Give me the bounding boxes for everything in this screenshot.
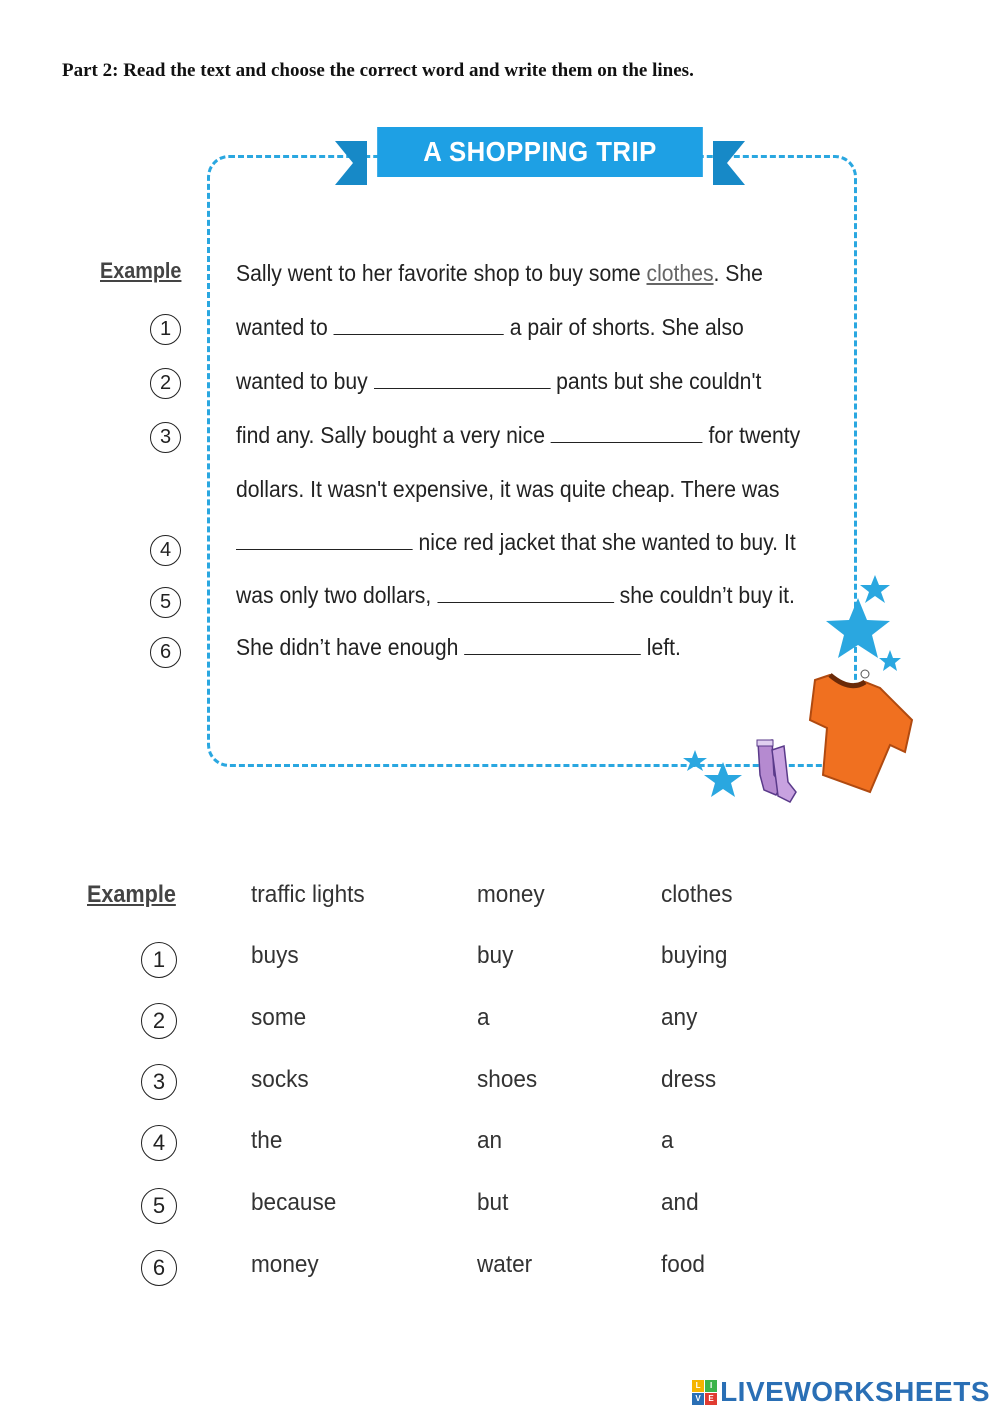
passage-line-4 xyxy=(236,529,796,556)
answer-blank-1[interactable] xyxy=(334,316,504,335)
star-icon xyxy=(826,598,890,658)
shirt-icon xyxy=(810,670,912,792)
text: nice red jacket that she wanted to buy. It xyxy=(412,529,796,555)
option-6-a: money xyxy=(251,1251,319,1278)
text: she couldn’t buy it. xyxy=(613,582,795,608)
answer-blank-3[interactable] xyxy=(551,424,703,443)
option-6-b: water xyxy=(477,1251,533,1278)
passage-number-6: 6 xyxy=(150,637,181,668)
example-answer: clothes xyxy=(646,260,714,286)
answer-blank-4[interactable] xyxy=(236,531,413,550)
option-number-4: 4 xyxy=(141,1125,177,1161)
passage-number-2: 2 xyxy=(150,368,181,399)
banner-ribbon-right xyxy=(713,141,745,185)
option-2-b: a xyxy=(477,1004,490,1031)
option-number-3: 3 xyxy=(141,1064,177,1100)
option-number-6: 6 xyxy=(141,1250,177,1286)
option-3-b: shoes xyxy=(477,1066,538,1093)
banner-title: A SHOPPING TRIP xyxy=(377,127,703,177)
option-5-c: and xyxy=(661,1189,699,1216)
clothes-decoration xyxy=(680,570,930,810)
option-1-c: buying xyxy=(661,942,728,969)
logo-letter: E xyxy=(705,1393,717,1405)
option-2-c: any xyxy=(661,1004,698,1031)
option-4-b: an xyxy=(477,1127,503,1154)
option-number-1: 1 xyxy=(141,942,177,978)
star-icon xyxy=(879,650,901,671)
passage-number-5: 5 xyxy=(150,587,181,618)
title-banner xyxy=(335,127,745,185)
brand-name: LIVEWORKSHEETS xyxy=(720,1376,990,1407)
text: left. xyxy=(640,634,681,660)
text: a pair of shorts. She also xyxy=(503,314,744,340)
answer-blank-5[interactable] xyxy=(437,584,614,603)
instruction-text: Part 2: Read the text and choose the correct word and write them on the lines. xyxy=(62,60,694,81)
option-3-c: dress xyxy=(661,1066,717,1093)
text: for twenty xyxy=(702,422,801,448)
option-number-2: 2 xyxy=(141,1003,177,1039)
passage-number-3: 3 xyxy=(150,422,181,453)
option-6-c: food xyxy=(661,1251,705,1278)
passage-example-label: Example xyxy=(100,258,182,283)
option-5-a: because xyxy=(251,1189,337,1216)
option-example-a: traffic lights xyxy=(251,881,365,908)
passage-line-3 xyxy=(236,422,800,449)
star-icon xyxy=(704,762,742,797)
options-example-label: Example xyxy=(87,881,176,908)
option-4-a: the xyxy=(251,1127,283,1154)
text: find any. Sally bought a very nice xyxy=(236,422,551,448)
text: She didn’t have enough xyxy=(236,634,465,660)
passage-line-6 xyxy=(236,634,681,661)
passage-line-3b: dollars. It wasn't expensive, it was quite cheap. There was xyxy=(236,476,780,502)
liveworksheets-logo xyxy=(692,1376,990,1408)
text: pants but she couldn't xyxy=(550,368,762,394)
star-icon xyxy=(860,575,890,603)
option-3-a: socks xyxy=(251,1066,309,1093)
text: . She xyxy=(713,260,763,286)
passage-line-example xyxy=(236,260,763,287)
text: wanted to buy xyxy=(236,368,374,394)
option-4-c: a xyxy=(661,1127,674,1154)
passage-line-1 xyxy=(236,314,744,341)
star-icon xyxy=(683,750,707,771)
banner-ribbon-left xyxy=(335,141,367,185)
text: was only two dollars, xyxy=(236,582,438,608)
passage-line-2 xyxy=(236,368,761,395)
option-number-5: 5 xyxy=(141,1188,177,1224)
logo-letter: L xyxy=(692,1380,704,1392)
answer-blank-2[interactable] xyxy=(374,370,551,389)
text: Sally went to her favorite shop to buy some xyxy=(236,260,647,286)
logo-letter: V xyxy=(692,1393,704,1405)
text: wanted to xyxy=(236,314,334,340)
logo-letter: I xyxy=(705,1380,717,1392)
option-example-c: clothes xyxy=(661,881,733,908)
passage-number-4: 4 xyxy=(150,535,181,566)
option-1-a: buys xyxy=(251,942,299,969)
passage-number-1: 1 xyxy=(150,314,181,345)
answer-blank-6[interactable] xyxy=(464,636,641,655)
option-1-b: buy xyxy=(477,942,514,969)
option-2-a: some xyxy=(251,1004,307,1031)
option-example-b: money xyxy=(477,881,545,908)
option-5-b: but xyxy=(477,1189,509,1216)
socks-icon xyxy=(757,740,796,802)
logo-mark-icon xyxy=(692,1380,717,1405)
